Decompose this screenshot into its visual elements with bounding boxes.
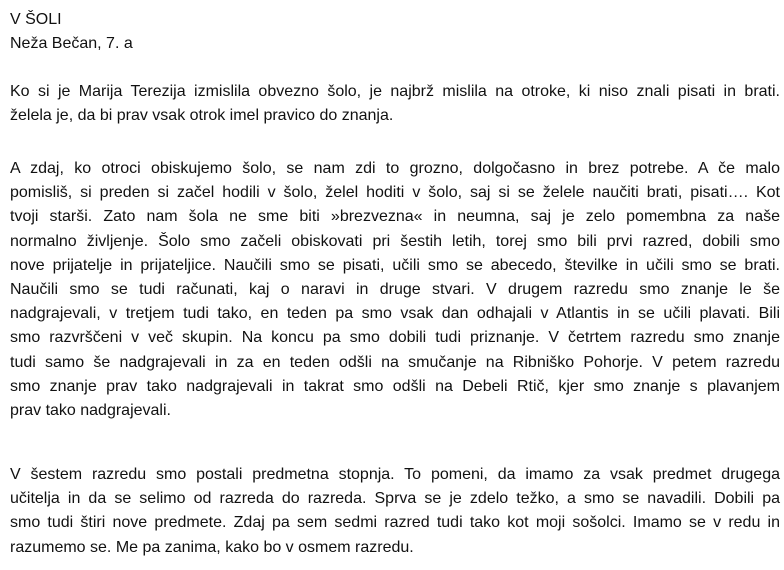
paragraph-line: nadgrajevali, v tretjem tudi tako, en teden pa smo vsak dan odhajali v Atlantis in se učili plavati. Bili [10,305,780,323]
paragraph-line: tudi samo še nadgrajevali in za en teden odšli na smučanje na Ribniško Pohorje. V petem razredu [10,353,780,371]
paragraph-line: nove prijatelje in prijateljice. Naučili smo se pisati, učili smo se abecedo, številke in učili smo se brati. [10,256,780,274]
paragraph-3 [10,463,780,560]
paragraph-line: učitelja in da se selimo od razreda do razreda. Sprva se je zdelo težko, a smo se navadili. Dobili pa [10,490,780,508]
paragraph-line: V šestem razredu smo postali predmetna stopnja. To pomeni, da imamo za vsak predmet drugega [10,466,780,483]
paragraph-2 [10,157,780,423]
paragraph-line: pomisliš, si preden si začel hodili v šolo, želel hoditi v šolo, saj si se želele naučiti brati, pisati…. Kot [10,184,780,202]
paragraph-line: želela je, da bi prav vsak otrok imel pravico do znanja. [10,107,394,125]
paragraph-line: prav tako nadgrajevali. [10,402,171,420]
paragraph-line: Naučili smo se tudi računati, kaj o naravi in druge stvari. V drugem razredu smo znanje le še [10,281,780,299]
document-title: V ŠOLI [10,11,62,28]
paragraph-line: smo razvrščeni v več skupin. Na koncu pa smo dobili tudi priznanje. V četrtem razredu smo znanje [10,329,780,347]
paragraph-line: smo tudi štiri nove predmete. Zdaj pa sem sedmi razred tudi tako kot moji sošolci. Imamo se v redu in [10,514,780,532]
paragraph-line: razumemo se. Me pa zanima, kako bo v osmem razredu. [10,538,414,556]
paragraph-line: A zdaj, ko otroci obiskujemo šolo, se nam zdi to grozno, dolgočasno in brez potrebe. A če malo [10,160,780,177]
paragraph-line: Ko si je Marija Terezija izmislila obvezno šolo, je najbrž mislila na otroke, ki niso znali pisati in brati. [10,83,780,100]
author-line: Neža Bečan, 7. a [10,35,133,52]
paragraph-line: smo znanje prav tako nadgrajevali in takrat smo odšli na Debeli Rtič, kjer smo znanje s plavanjem [10,377,780,395]
paragraph-1 [10,80,780,128]
paragraph-line: normalno življenje. Šolo smo začeli obiskovati pri šestih letih, torej smo bili prvi razred, dobili smo [10,232,780,250]
document-header [10,8,780,56]
paragraph-line: tvoji starši. Zato nam šola ne sme biti »brezvezna« in neumna, saj je zelo pomembna za naše [10,208,780,226]
